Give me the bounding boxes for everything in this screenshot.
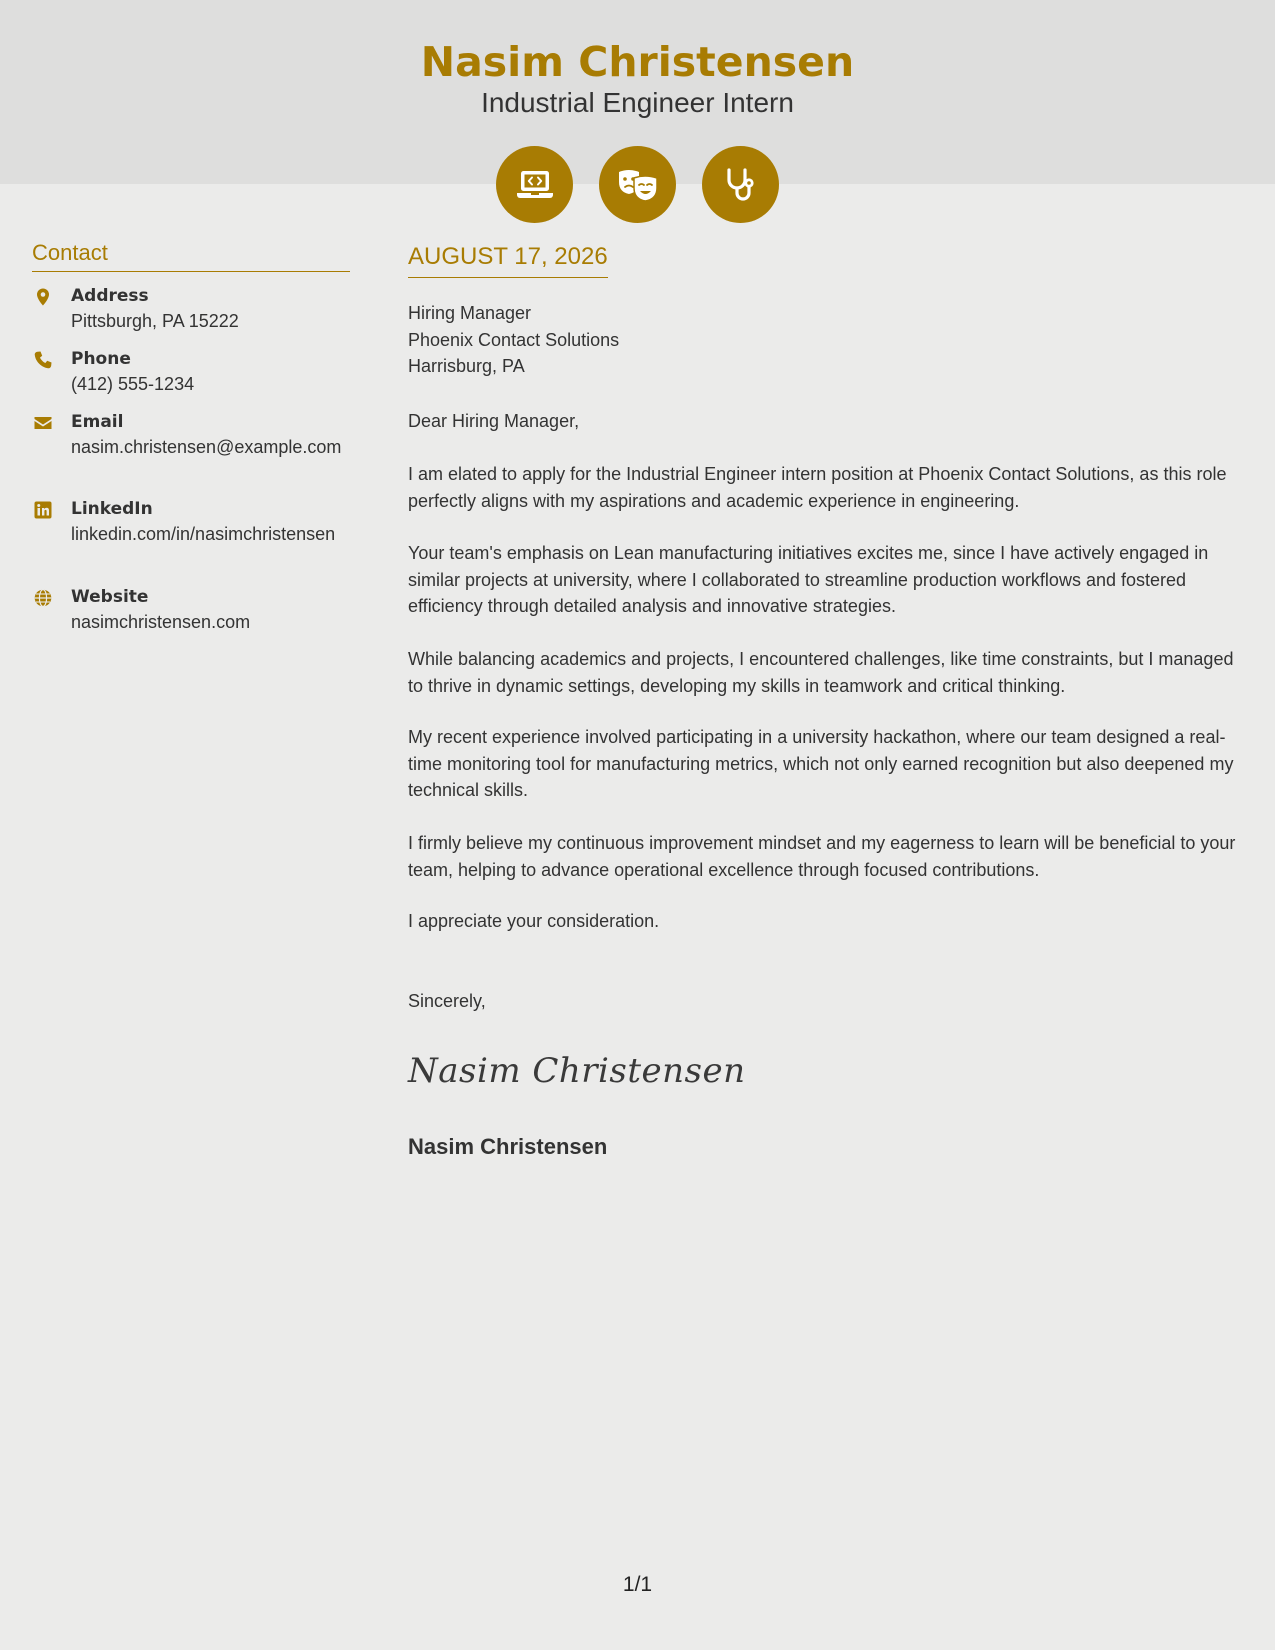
linkedin-label: LinkedIn bbox=[71, 499, 153, 519]
recipient-block bbox=[408, 300, 619, 380]
phone-label: Phone bbox=[71, 349, 131, 369]
contact-heading: Contact bbox=[32, 238, 350, 272]
body-paragraph: My recent experience involved participating in a university hackathon, where our team designed a real-time monitoring tool for manufacturing metrics, which not only earned recognition but also deepened my technical skills. bbox=[408, 727, 1234, 800]
body-paragraph: I firmly believe my continuous improvement mindset and my eagerness to learn will be beneficial to your team, helping to advance operational excellence through focused contributions. bbox=[408, 833, 1236, 880]
job-title: Industrial Engineer Intern bbox=[481, 87, 794, 118]
envelope-icon bbox=[34, 414, 52, 432]
letter-date: AUGUST 17, 2026 bbox=[408, 241, 608, 278]
signed-name: Nasim Christensen bbox=[408, 1134, 608, 1159]
salutation: Dear Hiring Manager, bbox=[408, 411, 580, 431]
phone-icon bbox=[34, 351, 52, 369]
recipient-company: Phoenix Contact Solutions bbox=[408, 329, 620, 350]
signature: Nasim Christensen bbox=[408, 1051, 746, 1091]
email-label: Email bbox=[71, 412, 124, 432]
linkedin-value[interactable]: linkedin.com/in/nasimchristensen bbox=[71, 524, 336, 544]
recipient-name: Hiring Manager bbox=[408, 303, 532, 323]
linkedin-icon bbox=[34, 501, 52, 519]
theater-masks-icon bbox=[599, 146, 676, 223]
website-value[interactable]: nasimchristensen.com bbox=[71, 612, 251, 632]
page-number: 1/1 bbox=[622, 1573, 653, 1596]
website-label: Website bbox=[71, 587, 149, 607]
email-value[interactable]: nasim.christensen@example.com bbox=[71, 437, 342, 457]
body-paragraph: I appreciate your consideration. bbox=[408, 911, 660, 931]
body-paragraph: While balancing academics and projects, I encountered challenges, like time constraints, but I managed to thrive in dynamic settings, developing my skills in teamwork and critical thinking. bbox=[408, 649, 1234, 696]
interest-icons bbox=[496, 146, 779, 223]
laptop-code-icon bbox=[496, 146, 573, 223]
address-label: Address bbox=[71, 286, 149, 306]
map-marker-icon bbox=[34, 288, 52, 306]
body-paragraph: Your team's emphasis on Lean manufacturing initiatives excites me, since I have actively engaged in similar projects at university, where I collaborated to streamline production workflows and fostered efficiency through detailed analysis and innovative strategies. bbox=[408, 543, 1209, 616]
phone-value: (412) 555-1234 bbox=[71, 374, 195, 394]
candidate-name: Nasim Christensen bbox=[420, 38, 855, 86]
stethoscope-icon bbox=[702, 146, 779, 223]
recipient-location: Harrisburg, PA bbox=[408, 356, 525, 376]
address-value: Pittsburgh, PA 15222 bbox=[71, 311, 239, 331]
body-paragraph: I am elated to apply for the Industrial Engineer intern position at Phoenix Contact Solutions, as this role perfectly aligns with my aspirations and academic experience in engineering. bbox=[408, 464, 1227, 511]
globe-icon bbox=[34, 589, 52, 607]
closing: Sincerely, bbox=[408, 991, 486, 1011]
